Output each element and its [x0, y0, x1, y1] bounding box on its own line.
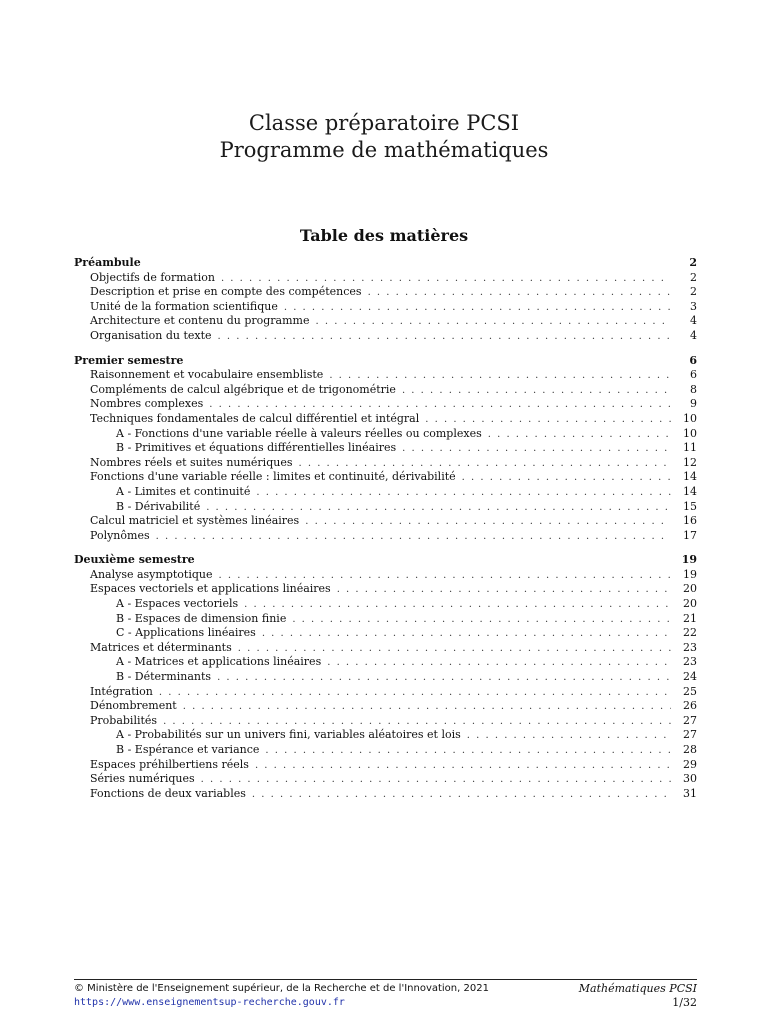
toc-entry[interactable]	[74, 314, 697, 329]
toc-page-number: 20	[683, 597, 697, 611]
toc-page-number: 26	[683, 699, 697, 713]
toc-page-number: 4	[690, 328, 697, 342]
toc-dot-leader	[183, 700, 671, 715]
toc-dot-leader	[316, 315, 672, 330]
toc-dot-leader	[368, 286, 671, 301]
toc-entry-label: B - Espérance et variance	[116, 743, 260, 756]
footer-divider	[74, 979, 697, 980]
toc-page-number: 12	[683, 455, 697, 469]
toc-entry[interactable]	[74, 641, 697, 656]
toc-page-number: 23	[683, 640, 697, 654]
toc-page-number: 16	[683, 514, 697, 528]
toc-dot-leader	[488, 428, 671, 443]
toc-entry[interactable]	[74, 285, 697, 300]
toc-entry[interactable]	[74, 485, 697, 500]
toc-entry[interactable]	[74, 412, 697, 427]
toc-section-title: Premier semestre	[74, 353, 184, 367]
toc-dot-leader	[462, 471, 671, 486]
toc-entry-label: Espaces préhilbertiens réels	[90, 757, 249, 771]
toc-entry[interactable]	[74, 568, 697, 583]
toc-entry-label: Calcul matriciel et systèmes linéaires	[90, 514, 300, 528]
toc-entry[interactable]	[74, 699, 697, 714]
toc-entry[interactable]	[74, 655, 697, 670]
toc-page-number: 2	[690, 285, 697, 299]
toc-entry[interactable]	[74, 456, 697, 471]
toc-page-number: 10	[683, 411, 697, 425]
toc-section	[74, 553, 697, 801]
toc-page-number: 14	[683, 470, 697, 484]
toc-entry-label: Fonctions d'une variable réelle : limites et continuité, dérivabilité	[90, 470, 456, 484]
toc-entry[interactable]	[74, 383, 697, 398]
toc-section-heading[interactable]	[74, 553, 697, 568]
toc-dot-leader	[284, 301, 671, 316]
toc-entry[interactable]	[74, 329, 697, 344]
toc-entry-label: Séries numériques	[90, 772, 195, 786]
toc-dot-leader	[156, 530, 671, 545]
toc-dot-leader	[265, 744, 671, 759]
toc-entry-label: Unité de la formation scientifique	[90, 299, 278, 313]
toc-entry-label: Matrices et déterminants	[90, 640, 232, 654]
toc-entry-label: Architecture et contenu du programme	[90, 314, 310, 328]
toc-entry-label: B - Espaces de dimension finie	[116, 611, 287, 625]
toc-entry[interactable]	[74, 441, 697, 456]
toc-entry[interactable]	[74, 670, 697, 685]
toc-entry-label: B - Primitives et équations différentielles linéaires	[116, 441, 397, 455]
toc-entry[interactable]	[74, 743, 697, 758]
footer-page-indicator: 1/32	[672, 996, 697, 1009]
toc-entry[interactable]	[74, 529, 697, 544]
toc-entry-label: Description et prise en compte des compétences	[90, 285, 362, 299]
toc-dot-leader	[206, 501, 671, 516]
toc-entry[interactable]	[74, 728, 697, 743]
toc-entry-label: Intégration	[90, 684, 153, 698]
toc-page-number: 29	[683, 757, 697, 771]
toc-entry-label: A - Limites et continuité	[116, 484, 251, 498]
toc-page-number: 4	[690, 314, 697, 328]
toc-page-number: 31	[683, 786, 697, 800]
toc-dot-leader	[159, 686, 671, 701]
toc-dot-leader	[209, 398, 671, 413]
toc-entry[interactable]	[74, 612, 697, 627]
toc-entry[interactable]	[74, 514, 697, 529]
toc-page-number: 30	[683, 772, 697, 786]
toc-dot-leader	[262, 627, 671, 642]
toc-entry-label: Nombres complexes	[90, 397, 204, 411]
toc-entry-label: Raisonnement et vocabulaire ensembliste	[90, 368, 324, 382]
toc-entry[interactable]	[74, 626, 697, 641]
toc-dot-leader	[402, 384, 671, 399]
toc-dot-leader	[218, 569, 671, 584]
toc-dot-leader	[244, 598, 671, 613]
toc-page-number: 23	[683, 655, 697, 669]
toc-entry[interactable]	[74, 772, 697, 787]
toc-section-heading[interactable]	[74, 256, 697, 271]
toc-section-title: Deuxième semestre	[74, 553, 195, 567]
toc-dot-leader	[298, 457, 671, 472]
toc-entry-label: A - Matrices et applications linéaires	[116, 655, 322, 669]
toc-page-number: 22	[683, 626, 697, 640]
toc-entry-label: A - Fonctions d'une variable réelle à valeurs réelles ou complexes	[116, 426, 482, 440]
toc-dot-leader	[402, 442, 671, 457]
toc-dot-leader	[218, 330, 671, 345]
footer-url-link[interactable]: https://www.enseignementsup-recherche.gouv.fr	[74, 997, 345, 1008]
toc-page-number: 19	[681, 553, 697, 567]
toc-page-number: 9	[690, 397, 697, 411]
toc-dot-leader	[201, 773, 671, 788]
toc-page-number: 10	[683, 426, 697, 440]
toc-entry[interactable]	[74, 714, 697, 729]
toc-entry[interactable]	[74, 758, 697, 773]
toc-dot-leader	[305, 515, 671, 530]
toc-entry-label: Fonctions de deux variables	[90, 786, 246, 800]
toc-page-number: 27	[683, 728, 697, 742]
toc-page-number: 3	[690, 299, 697, 313]
toc-entry-label: Polynômes	[90, 528, 150, 542]
toc-page-number: 11	[683, 441, 697, 455]
toc-entry[interactable]	[74, 470, 697, 485]
toc-page-number: 6	[689, 353, 697, 367]
toc-page-number: 15	[683, 499, 697, 513]
toc-page-number: 28	[683, 743, 697, 756]
table-of-contents	[74, 256, 697, 811]
toc-entry[interactable]	[74, 300, 697, 315]
toc-entry[interactable]	[74, 397, 697, 412]
toc-page-number: 20	[683, 582, 697, 596]
toc-page-number: 6	[690, 368, 697, 382]
toc-dot-leader	[238, 642, 671, 657]
toc-page-number: 27	[683, 713, 697, 727]
toc-dot-leader	[217, 671, 671, 686]
toc-entry[interactable]	[74, 368, 697, 383]
toc-entry-label: Analyse asymptotique	[90, 567, 213, 581]
toc-entry[interactable]	[74, 787, 697, 802]
toc-entry-label: A - Probabilités sur un univers fini, variables aléatoires et lois	[116, 728, 461, 742]
toc-entry-label: Nombres réels et suites numériques	[90, 455, 293, 469]
toc-entry-label: B - Déterminants	[116, 670, 212, 684]
toc-section	[74, 354, 697, 544]
toc-entry-label: B - Dérivabilité	[116, 499, 201, 513]
toc-dot-leader	[327, 656, 671, 671]
toc-dot-leader	[337, 583, 671, 598]
document-title-line-2: Programme de mathématiques	[219, 138, 549, 162]
toc-page-number: 2	[689, 256, 697, 269]
toc-entry-label: Espaces vectoriels et applications linéaires	[90, 582, 331, 596]
toc-dot-leader	[425, 413, 671, 428]
toc-entry-label: Objectifs de formation	[90, 270, 215, 284]
toc-entry[interactable]	[74, 685, 697, 700]
toc-page-number: 14	[683, 484, 697, 498]
toc-entry[interactable]	[74, 271, 697, 286]
toc-dot-leader	[255, 759, 671, 774]
toc-entry-label: C - Applications linéaires	[116, 626, 256, 640]
toc-entry-label: Organisation du texte	[90, 328, 212, 342]
toc-dot-leader	[256, 486, 671, 501]
toc-entry-label: Dénombrement	[90, 699, 177, 713]
toc-section	[74, 256, 697, 344]
toc-dot-leader	[163, 715, 671, 730]
toc-entry-label: Compléments de calcul algébrique et de trigonométrie	[90, 382, 396, 396]
footer-copyright: © Ministère de l'Enseignement supérieur, de la Recherche et de l'Innovation, 2021	[74, 983, 489, 994]
toc-section-title: Préambule	[74, 256, 141, 269]
toc-entry-label: Techniques fondamentales de calcul différentiel et intégral	[90, 411, 420, 425]
toc-entry-label: Probabilités	[90, 713, 158, 727]
toc-entry[interactable]	[74, 427, 697, 442]
toc-page-number: 24	[683, 670, 697, 684]
toc-entry-label: A - Espaces vectoriels	[116, 597, 239, 611]
toc-page-number: 19	[683, 567, 697, 581]
footer-document-title: Mathématiques PCSI	[578, 982, 697, 995]
toc-page-number: 21	[683, 611, 697, 625]
toc-page-number: 17	[683, 528, 697, 542]
toc-entry[interactable]	[74, 597, 697, 612]
toc-entry[interactable]	[74, 582, 697, 597]
toc-page-number: 8	[690, 382, 697, 396]
document-title-line-1: Classe préparatoire PCSI	[248, 111, 520, 135]
toc-dot-leader	[329, 369, 671, 384]
toc-dot-leader	[467, 729, 671, 744]
toc-page-number: 2	[690, 270, 697, 284]
toc-entry[interactable]	[74, 500, 697, 515]
toc-dot-leader	[252, 788, 671, 803]
toc-heading: Table des matières	[299, 226, 469, 245]
toc-dot-leader	[292, 613, 671, 628]
toc-dot-leader	[221, 272, 671, 287]
toc-section-heading[interactable]	[74, 354, 697, 369]
toc-page-number: 25	[683, 684, 697, 698]
